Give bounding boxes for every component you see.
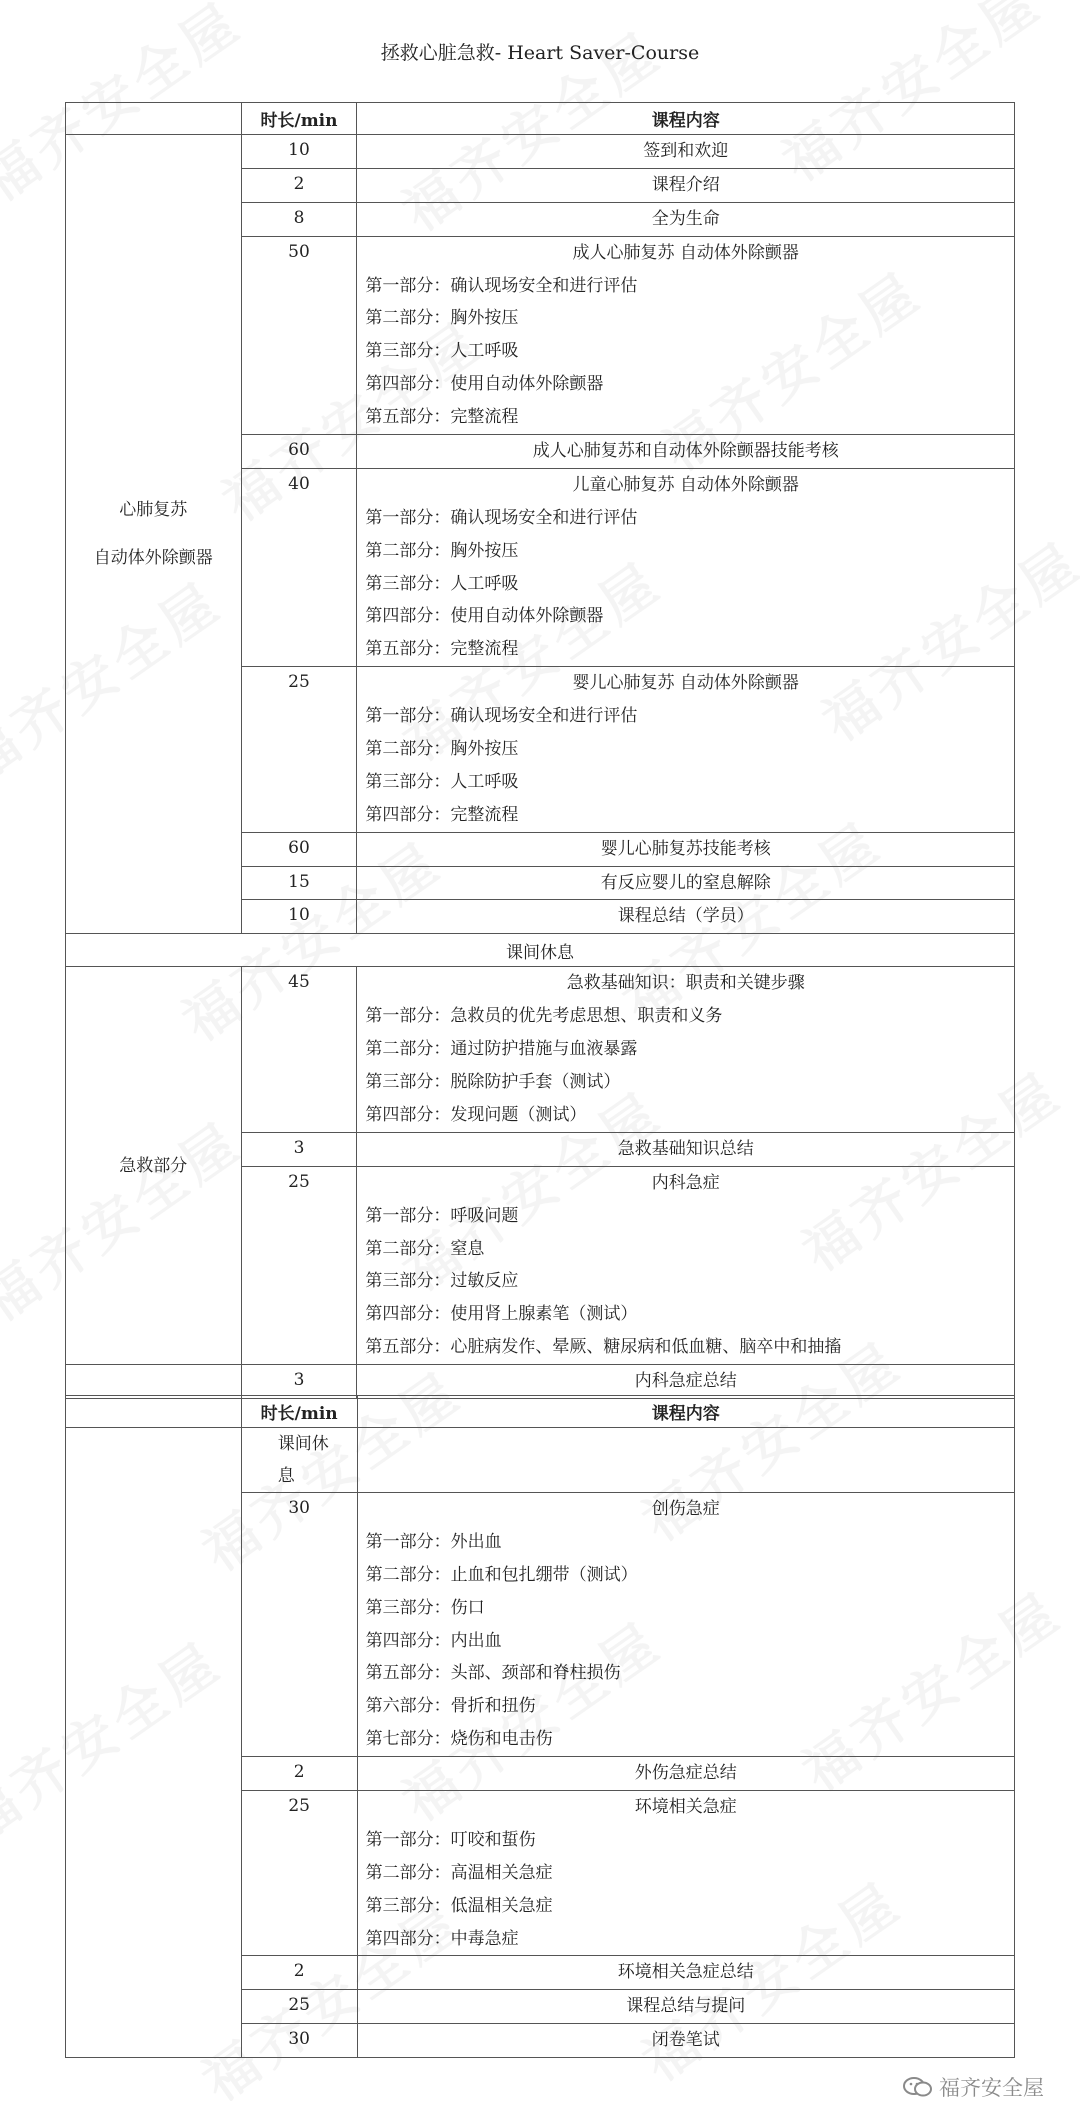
table-row [66,1365,1015,1399]
content-text: 内科急症总结 [634,1371,737,1392]
duration-cell: 40 [241,468,357,666]
content-cell [357,1365,1015,1399]
section-part: 第七部分：烧伤和电击伤 [365,1729,553,1750]
duration-cell: 25 [241,667,357,832]
duration-cell: 45 [241,967,357,1132]
content-text: 课程介绍 [651,174,720,195]
section-part: 第一部分：确认现场安全和进行评估 [365,507,638,528]
section-title: 成人心肺复苏 自动体外除颤器 [572,242,799,263]
section-part: 第一部分：急救员的优先考虑思想、职责和义务 [365,1006,723,1027]
header-blank [66,1396,242,1428]
section-part: 第四部分：中毒急症 [365,1928,519,1949]
section-title: 儿童心肺复苏 自动体外除颤器 [572,474,799,495]
content-cell [357,1428,1014,1493]
section-part: 第二部分：通过防护措施与血液暴露 [365,1039,638,1060]
section-part: 第五部分：完整流程 [365,639,519,660]
section-part: 第一部分：外出血 [365,1531,502,1552]
duration-cell: 25 [241,1791,357,1956]
table-row [66,1428,1015,1493]
content-cell [357,1990,1014,2024]
section-part: 第四部分：完整流程 [365,804,519,825]
duration-cell: 30 [241,2024,357,2058]
content-text: 签到和欢迎 [643,141,729,161]
content-cell [357,832,1015,866]
course-table-2 [65,1395,1015,2058]
content-cell [357,202,1015,236]
duration-cell: 30 [241,1493,357,1757]
section-title: 急救基础知识：职责和关键步骤 [566,973,805,994]
header-content: 课程内容 [357,103,1015,135]
content-cell [357,900,1015,934]
document-title: 拯救心脏急救- Heart Saver-Course [380,42,700,64]
duration-cell: 50 [241,236,357,434]
section-title: 婴儿心肺复苏 自动体外除颤器 [572,673,799,694]
section-part: 第五部分：头部、颈部和脊柱损伤 [365,1663,621,1684]
content-text: 急救基础知识总结 [617,1138,754,1159]
wechat-icon [903,2076,933,2098]
section-part: 第二部分：窒息 [365,1238,485,1259]
section-part: 第五部分：完整流程 [365,407,519,428]
duration-cell: 3 [241,1132,357,1166]
header-content: 课程内容 [357,1396,1014,1428]
content-text: 有反应婴儿的窒息解除 [600,872,771,893]
section-title: 创伤急症 [651,1499,720,1519]
section-part: 第三部分：过敏反应 [365,1271,519,1292]
section-part: 第四部分：发现问题（测试） [365,1104,587,1125]
section-part: 第五部分：心脏病发作、晕厥、糖尿病和低血糖、脑卒中和抽搐 [365,1337,842,1358]
section-part: 第二部分：止血和包扎绷带（测试） [365,1564,638,1585]
content-text: 环境相关急症总结 [617,1962,754,1983]
duration-cell: 8 [241,202,357,236]
footer-logo-text: 福齐安全屋 [939,2076,1044,2100]
table-row [66,967,1015,1132]
section-part: 第一部分：叮咬和蜇伤 [365,1829,536,1850]
table-row [66,135,1015,169]
section-part: 第一部分：确认现场安全和进行评估 [365,275,638,296]
course-table-1 [65,102,1015,1399]
content-cell [357,1132,1015,1166]
section-title: 内科急症 [651,1172,720,1193]
duration-cell: 2 [241,1956,357,1990]
duration-cell: 60 [241,832,357,866]
section-part: 第四部分：使用自动体外除颤器 [365,606,604,627]
break-text: 息 [277,1466,295,1486]
group-blank [66,1428,242,2058]
section-part: 第二部分：胸外按压 [365,540,519,561]
group-first-aid: 急救部分 [66,967,242,1365]
section-part: 第三部分：人工呼吸 [365,771,519,792]
section-part: 第三部分：人工呼吸 [365,573,519,594]
section-part: 第一部分：呼吸问题 [365,1205,519,1226]
group-label: 心肺复苏 [119,500,188,521]
duration-cell: 25 [241,1990,357,2024]
section-part: 第三部分：脱除防护手套（测试） [365,1072,621,1093]
content-text: 全为生命 [651,208,720,229]
section-title: 环境相关急症 [634,1797,737,1818]
duration-cell: 2 [241,1757,357,1791]
duration-cell: 10 [241,900,357,934]
section-part: 第二部分：胸外按压 [365,739,519,760]
section-part: 第三部分：伤口 [365,1597,485,1618]
section-part: 第四部分：使用肾上腺素笔（测试） [365,1304,638,1325]
group-cpr-aed [66,135,242,934]
content-cell [357,468,1015,666]
section-part: 第一部分：确认现场安全和进行评估 [365,706,638,727]
content-cell [357,1757,1014,1791]
content-text: 课程总结与提问 [626,1996,746,2017]
content-text: 闭卷笔试 [651,2030,720,2051]
content-cell [357,2024,1014,2058]
footer-logo [903,2072,1044,2102]
content-cell [357,236,1015,434]
duration-cell: 60 [241,435,357,469]
duration-cell: 2 [241,168,357,202]
group-spacer [66,527,241,541]
section-part: 第二部分：高温相关急症 [365,1862,553,1883]
group-label: 自动体外除颤器 [93,548,213,569]
content-cell [357,967,1015,1132]
section-part: 第六部分：骨折和扭伤 [365,1696,536,1717]
break-text: 课间休 [277,1434,329,1454]
content-cell [357,135,1015,169]
content-cell [357,435,1015,469]
duration-cell: 10 [241,135,357,169]
section-part: 第三部分：低温相关急症 [365,1895,553,1916]
content-text: 外伤急症总结 [634,1763,737,1784]
content-cell [357,667,1015,832]
section-part: 第四部分：内出血 [365,1630,502,1651]
content-text: 婴儿心肺复苏技能考核 [600,838,771,859]
duration-cell: 15 [241,866,357,900]
content-text: 成人心肺复苏和自动体外除颤器技能考核 [532,441,839,462]
break-row: 课间休息 [66,934,1015,967]
content-cell [357,1166,1015,1364]
break-cell [241,1428,357,1493]
duration-cell: 25 [241,1166,357,1364]
header-blank [66,103,242,135]
content-cell [357,168,1015,202]
header-duration: 时长/min [241,103,357,135]
content-text: 课程总结（学员） [617,906,754,927]
section-part: 第二部分：胸外按压 [365,308,519,329]
section-part: 第三部分：人工呼吸 [365,341,519,362]
content-cell [357,1493,1014,1757]
content-cell [357,866,1015,900]
duration-cell: 3 [241,1365,357,1399]
group-blank [66,1365,242,1399]
section-part: 第四部分：使用自动体外除颤器 [365,374,604,395]
header-duration: 时长/min [241,1396,357,1428]
content-cell [357,1956,1014,1990]
content-cell [357,1791,1014,1956]
table-row [66,934,1015,967]
